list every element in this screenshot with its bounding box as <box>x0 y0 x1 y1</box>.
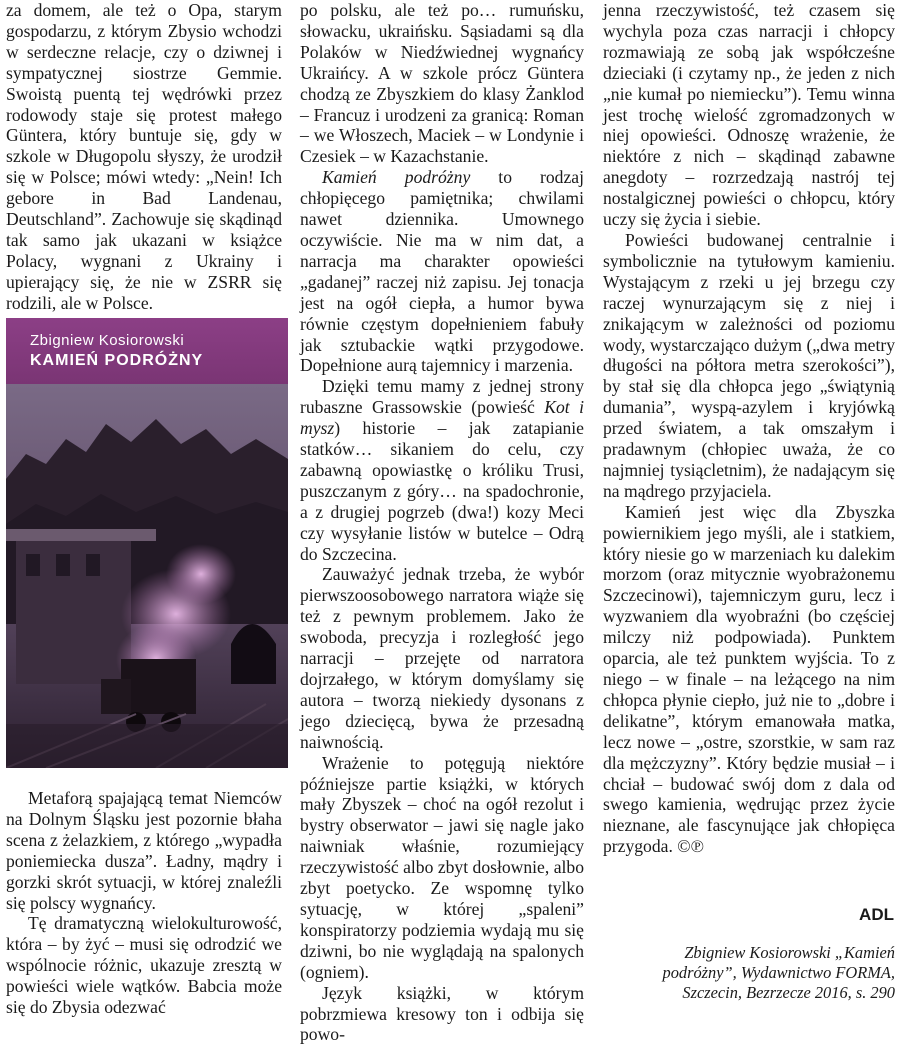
paragraph: za domem, ale też o Opa, starym gospodarzu, z którym Zbysio wchodzi w serdeczne relacje, czy o dziwnej i sympatycznej siostrze Gemmie. Swoistą puentą tej wędrówki przez rodowody staje się protest małego Güntera, który buntuje się, gdy w szkole w Długopolu słyszy, że urodził się w Polsce; mówi wtedy: „Nein! Ich gebore in Bad Landenau, Deutschland”. Zachowuje się skądinąd tak samo jak ukazani w książce Polacy, wygnani z Ukrainy i upierający się, że nie w ZSRR się rodzili, ale w Polsce. <box>6 0 282 313</box>
cover-photo-train <box>6 384 288 768</box>
book-cover-image <box>6 318 288 768</box>
paragraph: Powieści budowanej centralnie i symbolicznie na tytułowym kamieniu. Wystającym z rzeki u jej brzegu czy raczej wynurzającym się z niej i znikającym w zależności od poziomu wody, wystarczająco dużym („dwa metry długości na półtora metra szerokości”), by stał się dla chłopca jego „świątynią dumania”, wyspą-azylem i kryjówką przed światem, a tak omszałym i pradawnym (chłopiec uważa, że co najmniej tysiącletnim), że nadającym się na mądrego przyjaciela. <box>603 229 895 501</box>
paragraph: Język książki, w którym pobrzmiewa kresowy ton i odbija się powo- <box>300 982 584 1045</box>
paragraph-text: ) historie – jak zatapianie statków… sikaniem do celu, czy zabawną opowiastkę o króliku Trusi, puszczanym z góry… na spadochronie, a z drugiej pogrzeb (dwa!) kozy Meci czy wysyłanie listów w butelce – Odrą do Szczecina. <box>300 418 584 564</box>
bibliography-line: Zbigniew Kosiorowski „Kamień <box>684 943 895 962</box>
paragraph <box>300 167 584 376</box>
cover-title: KAMIEŃ PODRÓŻNY <box>30 352 204 369</box>
paragraph: Zauważyć jednak trzeba, że wybór pierwszoosobowego narratora wiąże się też z pewnym problemem. Jako że swoboda, precyzja i rozległość jego narracji – przejęte od narratora dojrzałego, w którym domyślamy się autora – tworzą niekiedy dysonans z jego dziecięcą, bywa że przesadną naiwnością. <box>300 564 584 752</box>
book-title-italic: Kamień podróżny <box>322 167 471 188</box>
paragraph: Wrażenie to potęgują niektóre późniejsze partie książki, w których mały Zbyszek – choć na ogół rezolut i bystry obserwator – jawi się nagle jako naiwniak właśnie, rozumiejący rzeczywistość albo zbyt dosłownie, albo zbyt poetycko. Ze wspomnę tylko sytuację, w której „spaleni” konspiratorzy podziemia wydają mu się dziwni, bo nie wyglądają na spalonych (ogniem). <box>300 752 584 982</box>
book-title-italic: Kot i mysz <box>300 397 584 439</box>
column-1-bottom <box>6 788 282 1018</box>
author-signature: ADL <box>859 905 894 924</box>
bibliography-line: podróżny”, Wydawnictwo FORMA, <box>662 963 895 982</box>
column-2 <box>300 0 584 1045</box>
cover-author: Zbigniew Kosiorowski <box>30 332 185 349</box>
paragraph-text: to rodzaj chłopięcego pamiętnika; chwilami nawet dziennika. Umownego oczywiście. Nie ma w nim dat, a narracja ma charakter opowieści „gadanej” raczej niż zapisu. Jej tonacja jest na ogół ciepła, a humor bywa równie częstym dopełnieniem fabuły jak sztubackie wątki przygodowe. Dopełnione aurą tajemnicy i marzenia. <box>300 167 584 376</box>
paragraph-text: Dzięki temu mamy z jednej strony rubaszne Grassowskie (powieść <box>300 376 584 418</box>
paragraph: Metaforą spajającą temat Niemców na Dolnym Śląsku jest pozornie błaha scena z żelazkiem, z którego „wypadła poniemiecka dusza”. Ładny, mądry i gorzki skrót sytuacji, w której znaleźli się polscy wygnańcy. <box>6 788 282 913</box>
cover-title-band <box>6 318 288 384</box>
column-3 <box>603 0 895 857</box>
paragraph: Tę dramatyczną wielokulturowość, która – by żyć – musi się odrodzić we wspólnocie różnic, ukazuje zresztą w powieści wiele wątków. Babcia może się do Zbysia odezwać <box>6 913 282 1018</box>
paragraph: po polsku, ale też po… rumuńsku, słowacku, ukraińsku. Sąsiadami są dla Polaków w Niedźwiednej wygnańcy Ukraińcy. A w szkole prócz Güntera chodzą ze Zbyszkiem do klasy Żanklod – Francuz i urodzeni za granicą: Roman – we Włoszech, Maciek – w Londynie i Czesiek – w Kazachstanie. <box>300 0 584 167</box>
bibliography-line: Szczecin, Bezrzecze 2016, s. 290 <box>682 983 895 1002</box>
paragraph <box>300 376 584 564</box>
column-1 <box>6 0 282 314</box>
bibliography-note <box>603 943 895 1003</box>
paragraph: Kamień jest więc dla Zbyszka powiernikiem jego myśli, ale i statkiem, który niesie go w marzeniach ku dalekim morzom (oraz mitycznie wyobrażonemu Szczecinowi), tajemniczym guru, lecz i wyzwaniem dla wyobraźni (bo częściej milczy niż podpowiada). Punktem oparcia, ale też punktem wyjścia. To z niego – w finale – na leżącego na nim chłopca płynie ciepło, już nie to „dobre i delikatne”, którym emanowała matka, lecz nowe – „ostre, szorstkie, w sam raz dla mężczyzny”. Który będzie musiał – i chciał – budować swój dom z dala od swego kamienia, wędrując przez życie nieznane, ale fascynujące jak chłopięca przygoda. ©℗ <box>603 501 895 857</box>
paragraph: jenna rzeczywistość, też czasem się wychyla poza czas narracji i chłopcy rozmawiają ze sobą jak współcześne dzieciaki (i czytamy np., że jeden z nich „nie kumał po niemiecku”). Temu winna jest trochę wielość zgromadzonych w niej opowieści. Odnoszę wrażenie, że niektóre z nich – skądinąd zabawne anegdoty – rozrzedzają nastrój tej nostalgicznej powieści o chłopcu, który uczy się życia i siebie. <box>603 0 895 230</box>
